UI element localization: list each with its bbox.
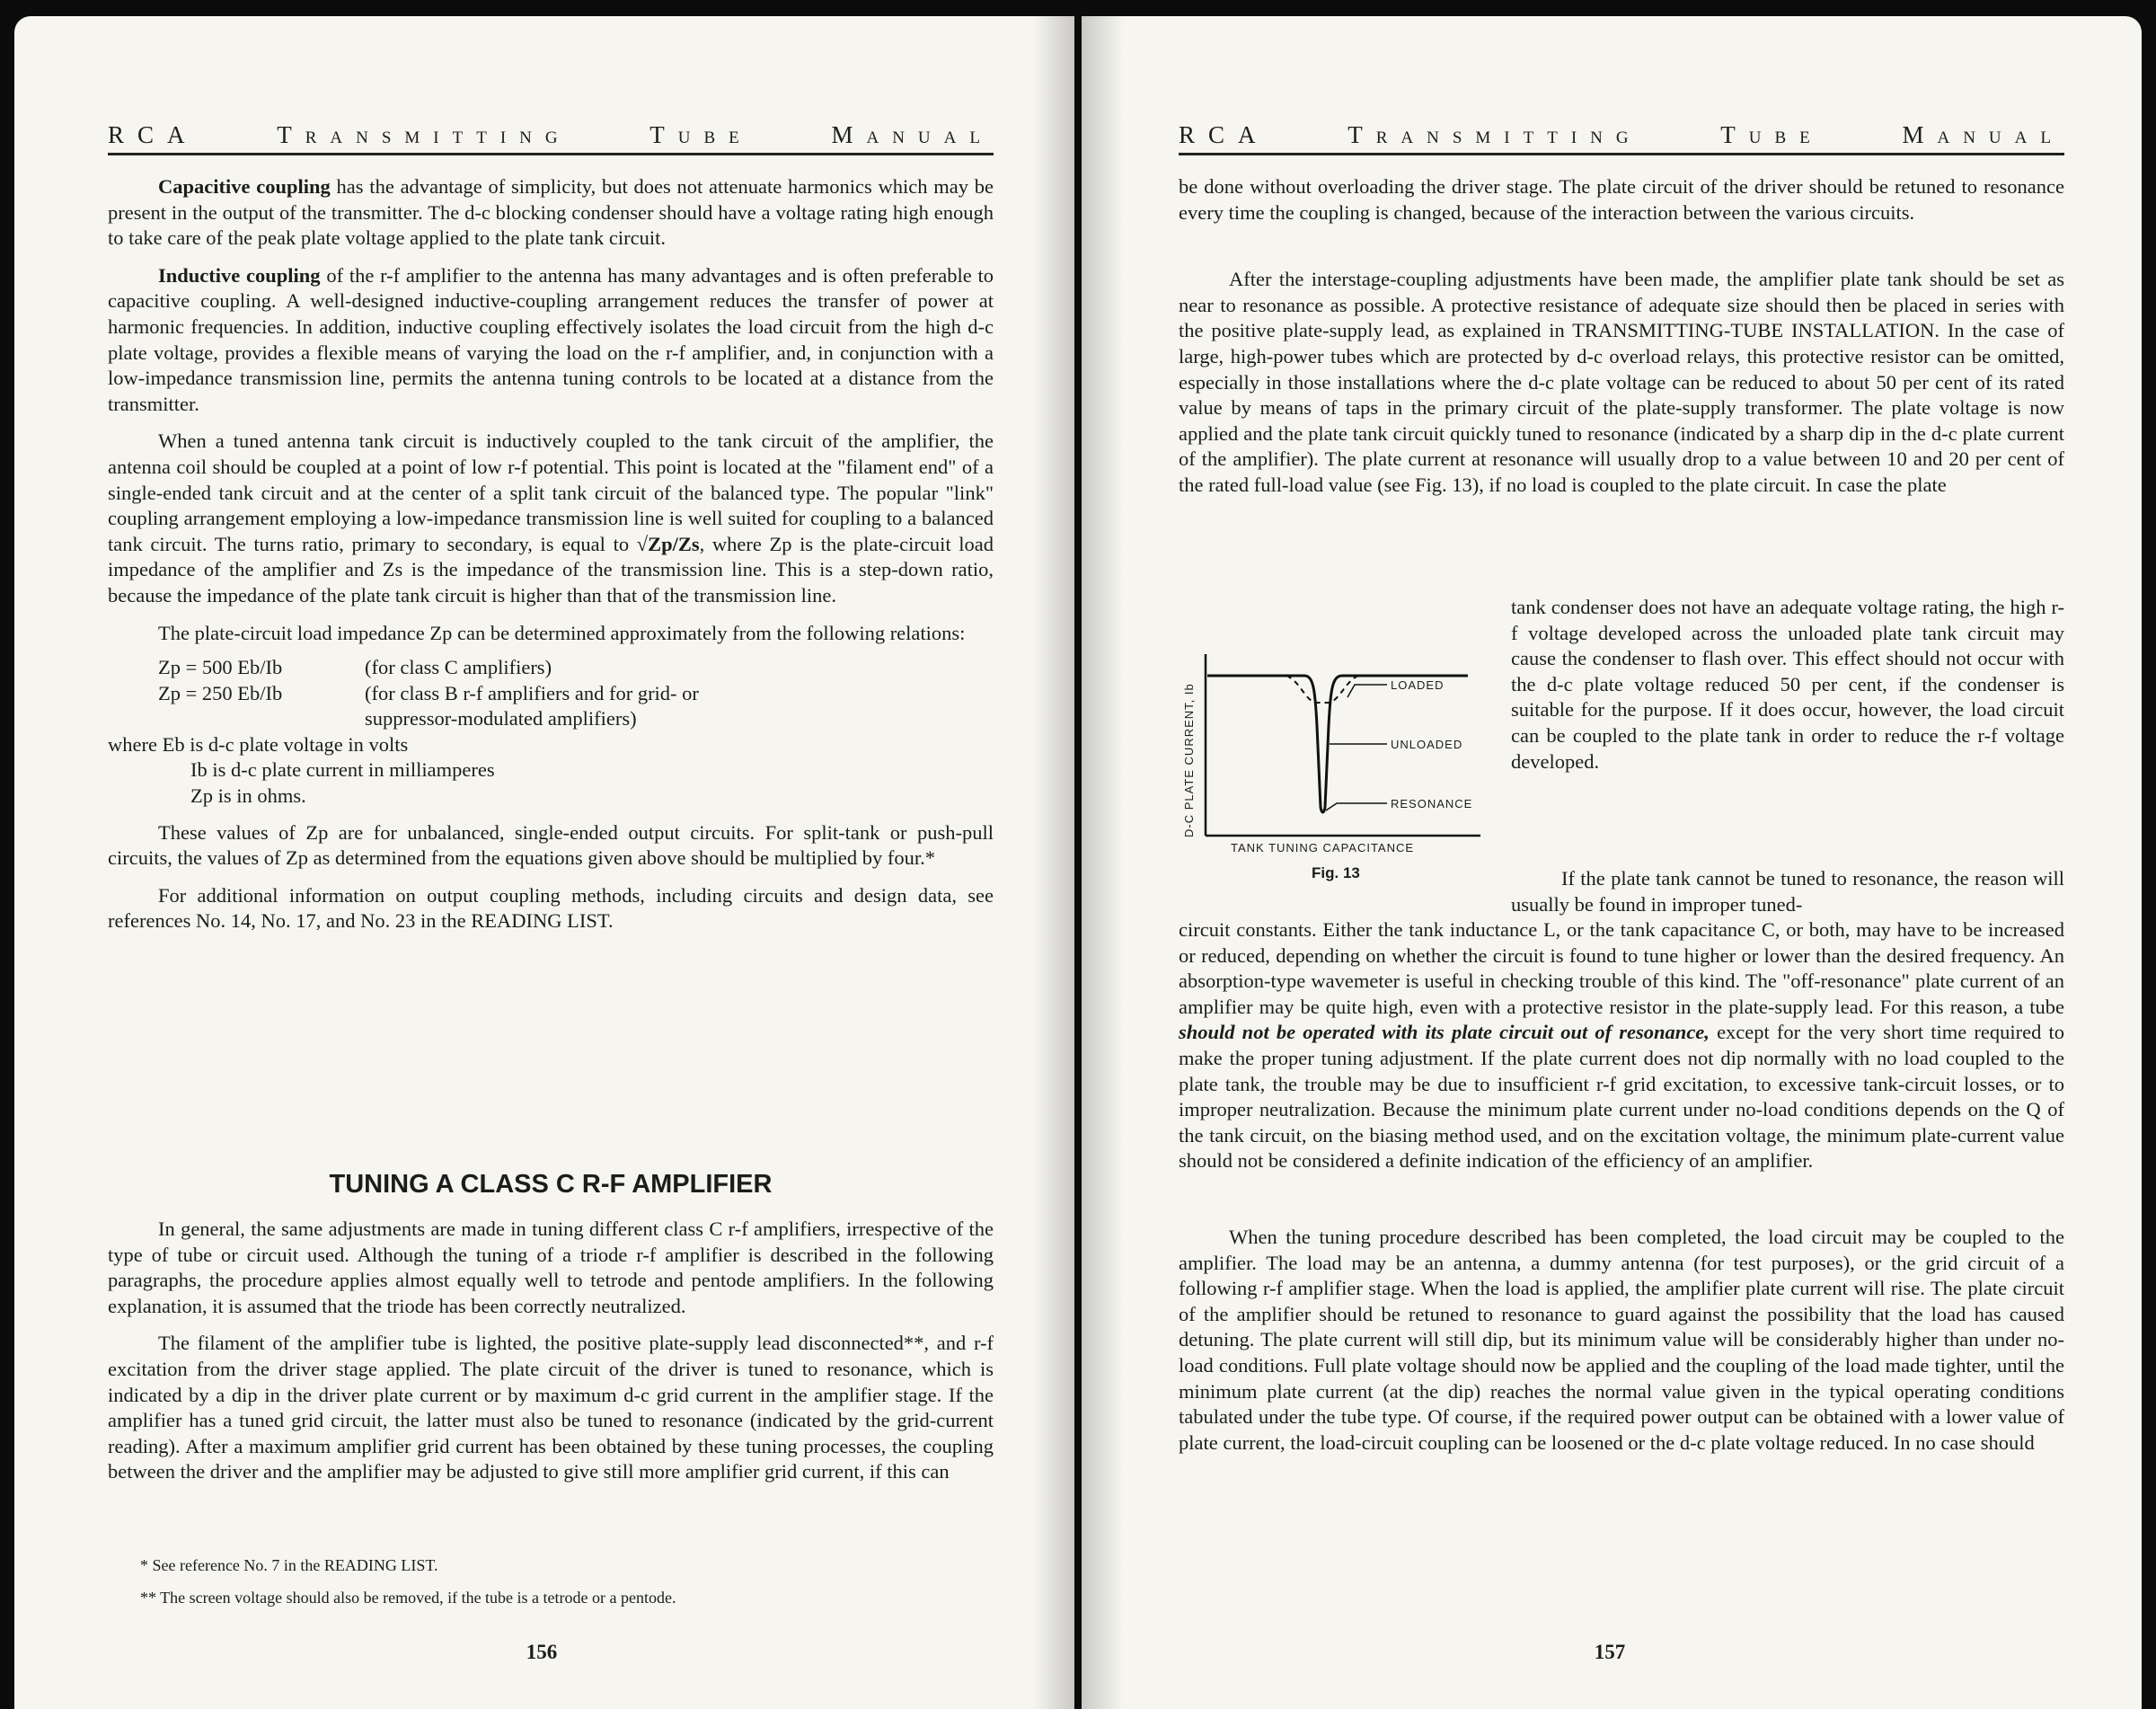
paragraph-tuned-antenna xyxy=(108,429,994,608)
label-loaded: LOADED xyxy=(1391,678,1445,692)
where-line: Ib is d-c plate current in milliamperes xyxy=(190,758,495,782)
paragraph-capacitive xyxy=(108,174,994,252)
sqrt-formula: √Zp/Zs xyxy=(636,532,700,555)
paragraph-text: has the advantage of simplicity, but does not attenuate harmonics which may be present in the output of the transmitter. The d-c blocking condenser should have a voltage rating high enough to take care of the peak plate voltage applied to the plate tank circuit. xyxy=(108,175,994,250)
emphasis-text: should not be operated with its plate circuit out of resonance, xyxy=(1179,1021,1710,1044)
relation-description: suppressor-modulated amplifiers) xyxy=(365,707,637,731)
page-number: 157 xyxy=(1594,1641,1626,1663)
left-page xyxy=(14,16,1074,1709)
running-header xyxy=(1179,110,2064,155)
page-number: 156 xyxy=(526,1641,558,1663)
wrapped-paragraph: tank condenser does not have an adequate voltage rating, the high r-f voltage developed across the unloaded plate tank circuit may cause the condenser to flash over. This effect should not occur with the d-c plate voltage reduced 50 per cent, if the condenser is suitable for the purpose. If it does occur, however, the load circuit can be coupled to the plate tank in order to reduce the r-f voltage developed. xyxy=(1511,596,2064,773)
where-row xyxy=(108,732,994,758)
relations-block xyxy=(108,655,994,810)
footnote: * See reference No. 7 in the READING LIST. xyxy=(140,1556,438,1574)
paragraph-if-plate-tank xyxy=(1179,917,2064,1174)
right-page xyxy=(1082,16,2142,1709)
where-row xyxy=(108,757,994,784)
header-word: Tube xyxy=(649,121,753,148)
paragraph-these-values: These values of Zp are for unbalanced, single-ended output circuits. For split-tank or push-pull circuits, the values of Zp as determined from the equations given above should be multiplied by four.* xyxy=(108,820,994,870)
leader-resonance xyxy=(1326,803,1387,810)
figure-caption: Fig. 13 xyxy=(1312,864,1360,881)
relation-description: (for class C amplifiers) xyxy=(365,656,552,679)
footnote: ** The screen voltage should also be removed, if the tube is a tetrode or a pentode. xyxy=(140,1589,676,1607)
paragraph-after: After the interstage-coupling adjustments have been made, the amplifier plate tank should be set as near to resonance as possible. A protective resistance of adequate size should then be placed in series with the positive plate-supply lead, as explained in TRANSMITTING-TUBE INSTALLATION. In the case of large, high-power tubes which are protected by d-c overload relays, this protective resistor can be omitted, especially in those installations where the d-c plate voltage can be reduced to about 50 per cent of its rated value by means of taps in the primary circuit of the plate-supply transformer. The plate voltage is now applied and the plate tank circuit quickly tuned to resonance (indicated by a sharp dip in the d-c plate current of the amplifier). The plate current at resonance will usually drop to a value between 10 and 20 per cent of the rated full-load value (see Fig. 13), if no load is coupled to the plate circuit. In case the plate xyxy=(1179,268,2064,496)
relation-equation: Zp = 500 Eb/Ib xyxy=(158,656,283,679)
term-inductive: Inductive coupling xyxy=(158,263,321,287)
figure-13 xyxy=(1179,645,1502,888)
label-unloaded: UNLOADED xyxy=(1391,738,1463,751)
relation-row xyxy=(108,681,994,707)
paragraph-additional: For additional information on output coupling methods, including circuits and design data, see references No. 14, No. 17, and No. 23 in the READING LIST. xyxy=(108,883,994,933)
resonance-curve-plot xyxy=(1179,645,1502,861)
relation-equation: Zp = 250 Eb/Ib xyxy=(158,681,283,704)
header-word: RCA xyxy=(1179,121,1269,148)
leader-loaded xyxy=(1348,685,1387,697)
paragraph-text: except for the very short time required to make the proper tuning adjustment. If the plate current does not dip normally with no load coupled to the plate tank, the trouble may be due to insufficient r-f grid excitation, to excessive tank-circuit losses, or to improper neutralization. Because the minimum plate current under no-load conditions depends on the Q of the tank circuit, on the biasing method used, and on the excitation voltage, the minimum plate-current value should not be considered a definite indication of the efficiency of an amplifier. xyxy=(1179,1021,2064,1173)
running-header xyxy=(108,110,994,155)
paragraph-load-impedance: The plate-circuit load impedance Zp can be determined approximately from the following relations: xyxy=(158,621,966,644)
relation-row xyxy=(108,655,994,681)
paragraph-text: circuit constants. Either the tank inductance L, or the tank capacitance C, or both, may have to be increased or reduced, depending on whether the circuit is found to tune higher or lower than the desired frequency. An absorption-type wavemeter is useful in checking trouble of this kind. The "off-resonance" plate current of an amplifier may be quite high, even with a protective resistor in the plate-supply lead. For this reason, a tube xyxy=(1179,918,2064,1018)
body-text xyxy=(1179,174,2064,499)
header-word: Manual xyxy=(831,121,994,148)
header-word: Manual xyxy=(1902,121,2064,148)
body-text-lower xyxy=(1179,917,2064,1456)
spine-shadow xyxy=(1033,16,1074,1709)
header-word: Transmitting xyxy=(277,121,571,148)
paragraph-text: , where Zp is the plate-circuit load impedance of the amplifier and Zs is the impedance of the transmission line. This is a step-down ratio, because the impedance of the plate tank circuit is higher than that of the transmission line. xyxy=(108,532,994,607)
paragraph-continued: be done without overloading the driver stage. The plate circuit of the driver should be retuned to resonance every time the coupling is changed, because of the interaction between the various circuits. xyxy=(1179,175,2064,224)
x-axis-label: TANK TUNING CAPACITANCE xyxy=(1231,841,1415,854)
header-word: RCA xyxy=(108,121,199,148)
term-capacitive: Capacitive coupling xyxy=(158,175,331,198)
wrapped-paragraph-start: If the plate tank cannot be tuned to resonance, the reason will usually be found in improper tuned- xyxy=(1511,867,2064,916)
spine-shadow xyxy=(1082,16,1123,1709)
body-text-lower xyxy=(108,1217,994,1485)
paragraph-filament: The filament of the amplifier tube is lighted, the positive plate-supply lead disconnected**, and r-f excitation from the driver stage applied. The plate circuit of the driver is tuned to resonance, which is indicated by a dip in the driver plate current or by maximum d-c grid current in the amplifier stage. If the amplifier has a tuned grid circuit, the latter must also be tuned to resonance (indicated by the grid-current reading). After a maximum amplifier grid current has been obtained by these tuning processes, the coupling between the driver and the amplifier may be adjusted to give still more amplifier grid current, if this can xyxy=(108,1332,994,1483)
header-word: Tube xyxy=(1720,121,1824,148)
where-line: where Eb is d-c plate voltage in volts xyxy=(108,732,409,756)
header-word: Transmitting xyxy=(1348,121,1642,148)
relation-equation xyxy=(158,706,365,732)
loaded-curve xyxy=(1286,676,1358,703)
body-text xyxy=(108,174,994,934)
relation-description: (for class B r-f amplifiers and for grid- or xyxy=(365,681,699,704)
label-resonance: RESONANCE xyxy=(1391,797,1473,810)
paragraph-text: of the r-f amplifier to the antenna has many advantages and is often preferable to capacitive coupling. A well-designed inductive-coupling arrangement reduces the transfer of power at harmonic frequencies. In addition, inductive coupling effectively isolates the load circuit from the high d-c plate voltage, provides a flexible means of varying the load on the r-f amplifier, and, in conjunction with a low-impedance transmission line, permits the antenna tuning controls to be located at a distance from the transmitter. xyxy=(108,263,994,415)
paragraph-general: In general, the same adjustments are made in tuning different class C r-f amplifiers, irrespective of the type of tube or circuit used. Although the tuning of a triode r-f amplifier is described in the following paragraphs, the procedure applies almost equally well to tetrode and pentode amplifiers. In the following explanation, it is assumed that the triode has been correctly neutralized. xyxy=(108,1218,994,1317)
y-axis-label: D-C PLATE CURRENT, Ib xyxy=(1182,683,1196,837)
section-title: TUNING A CLASS C R-F AMPLIFIER xyxy=(329,1170,773,1199)
where-row xyxy=(108,784,994,810)
paragraph-text: When a tuned antenna tank circuit is inductively coupled to the tank circuit of the amplifier, the antenna coil should be coupled at a point of low r-f potential. This point is located at the "filament end" of a single-ended tank circuit and at the center of a split tank circuit of the balanced type. The popular "link" coupling arrangement employing a low-impedance transmission line is well suited for coupling to a balanced tank circuit. The turns ratio, primary to secondary, is equal to xyxy=(108,429,994,555)
paragraph-when: When the tuning procedure described has been completed, the load circuit may be coupled to the amplifier. The load may be an antenna, a dummy antenna (for test purposes), or the grid circuit of a following r-f amplifier stage. When the load is applied, the amplifier plate current will rise. The plate circuit of the amplifier should be retuned to resonance to guard against the possibility that the load has caused detuning. The plate current will still dip, but its minimum value will be considerably higher than under no-load conditions. Full plate voltage should now be applied and the coupling of the load made tighter, until the minimum plate current (at the dip) reaches the normal value given in the typical operating conditions tabulated under the tube type. Of course, if the required power output can be obtained with a lower value of plate current, the load-circuit coupling can be loosened or the d-c plate voltage reduced. In no case should xyxy=(1179,1225,2064,1454)
relation-row xyxy=(108,706,994,732)
paragraph-inductive xyxy=(108,263,994,418)
where-line: Zp is in ohms. xyxy=(190,784,306,808)
